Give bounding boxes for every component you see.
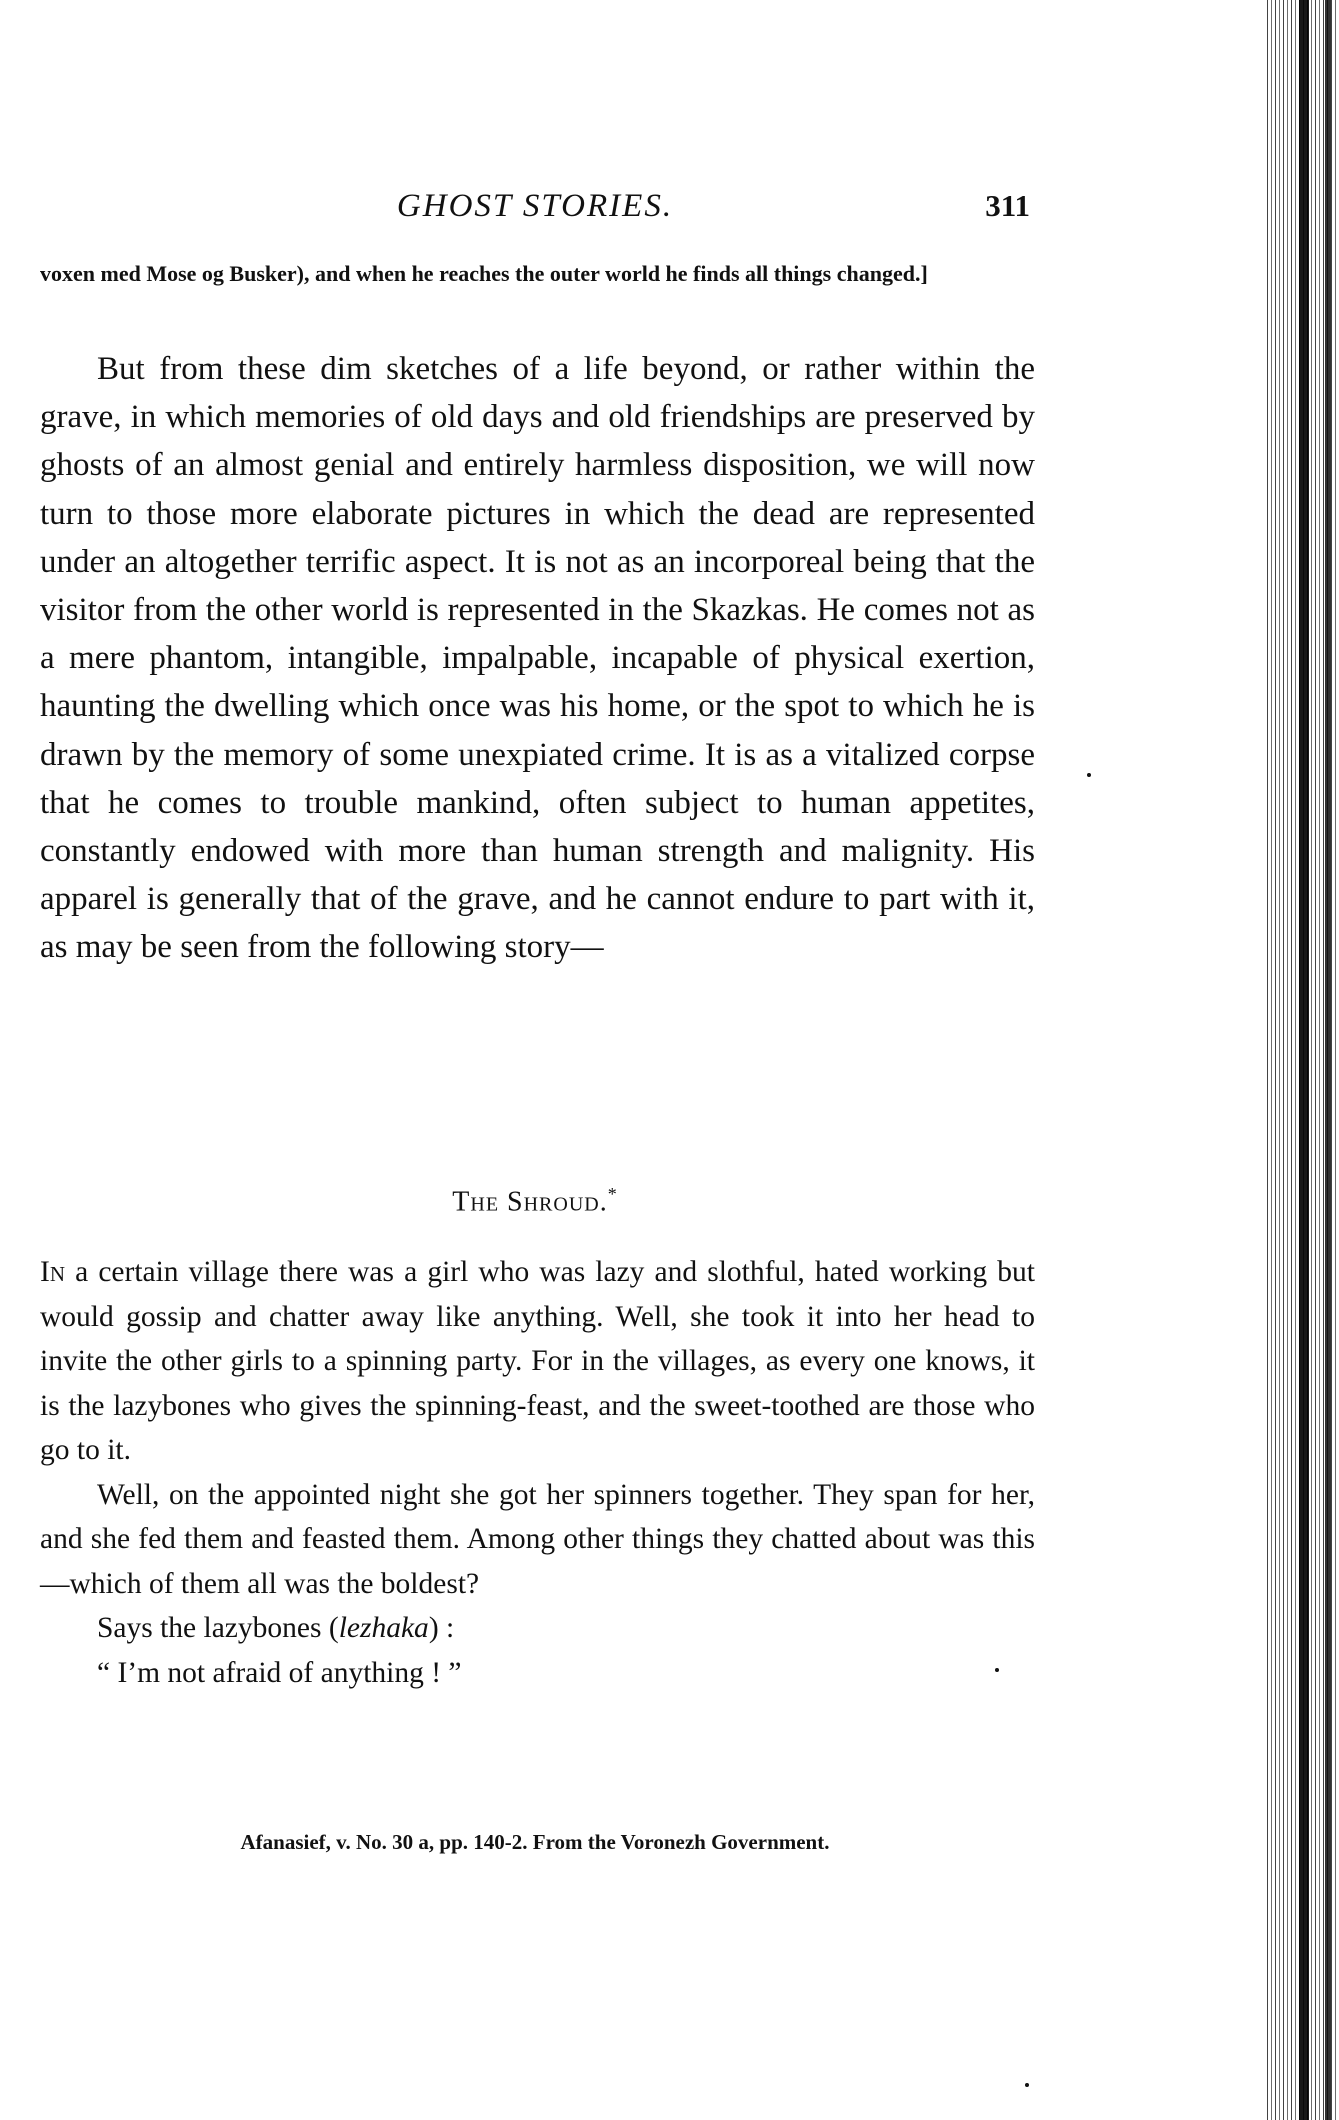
footnote-marker: * — [607, 1184, 618, 1204]
main-paragraph: But from these dim sketches of a life beyond, or rather within the grave, in which memories of old days and old friendships are preserved by ghosts of an almost genial and entirely harmless disposition, we will now turn to those more elaborate pictures in which the dead are represented under an altogether terrific aspect. It is not as an incorporeal being that the visitor from the other world is represented in the Skazkas. He comes not as a mere phantom, intangible, impalpable, incapable of physical exertion, haunting the dwelling which once was his home, or the spot to which he is drawn by the memory of some unexpiated crime. It is as a vitalized corpse that he comes to trouble mankind, often subject to human appetites, constantly endowed with more than human strength and malignity. His apparel is generally that of the grave, and he cannot endure to part with it, as may be seen from the following story— — [40, 351, 1035, 966]
story-paragraph-3-after: ) : — [428, 1612, 455, 1644]
story-title-text: The Shroud. — [452, 1186, 608, 1218]
page-number: 311 — [985, 188, 1030, 223]
running-title: GHOST STORIES. — [396, 188, 674, 224]
story-paragraph-3-before: Says the lazybones ( — [97, 1612, 339, 1644]
story-text-block — [40, 1250, 1035, 1695]
main-text-block — [40, 345, 1035, 972]
story-paragraph-3 — [40, 1606, 1035, 1651]
scan-speck — [1087, 773, 1091, 777]
page-edge-dark-band — [1299, 0, 1309, 2120]
footnote: Afanasief, v. No. 30 a, pp. 140-2. From the Voronezh Government. — [240, 1830, 830, 1854]
story-title — [40, 1184, 1030, 1218]
page-edge-dark-band-outer — [1325, 0, 1331, 2120]
story-paragraph-4: “ I’m not afraid of anything ! ” — [97, 1656, 462, 1689]
scan-speck — [995, 1668, 999, 1672]
story-paragraph-3-italic: lezhaka — [338, 1612, 429, 1644]
story-paragraph-1 — [40, 1250, 1035, 1473]
story-paragraph-2: Well, on the appointed night she got her spinners together. They span for her, and she fed them and feasted them. Among other things they chatted about was this—which of them all was the boldest? — [40, 1478, 1035, 1600]
story-paragraph-1-text: a certain village there was a girl who was lazy and slothful, hated working but would gossip and chatter away like anything. Well, she took it into her head to invite the other girls to a spinning party. For in the villages, as every one knows, it is the lazybones who gives the spinning-feast, and the sweet-toothed are those who go to it. — [40, 1256, 1035, 1466]
scan-speck — [1025, 2083, 1029, 2087]
running-head — [40, 188, 1030, 232]
story-initial-word: In — [40, 1256, 65, 1288]
continued-footnote-text: voxen med Mose og Busker), and when he reaches the outer world he finds all things changed.] — [40, 261, 928, 286]
